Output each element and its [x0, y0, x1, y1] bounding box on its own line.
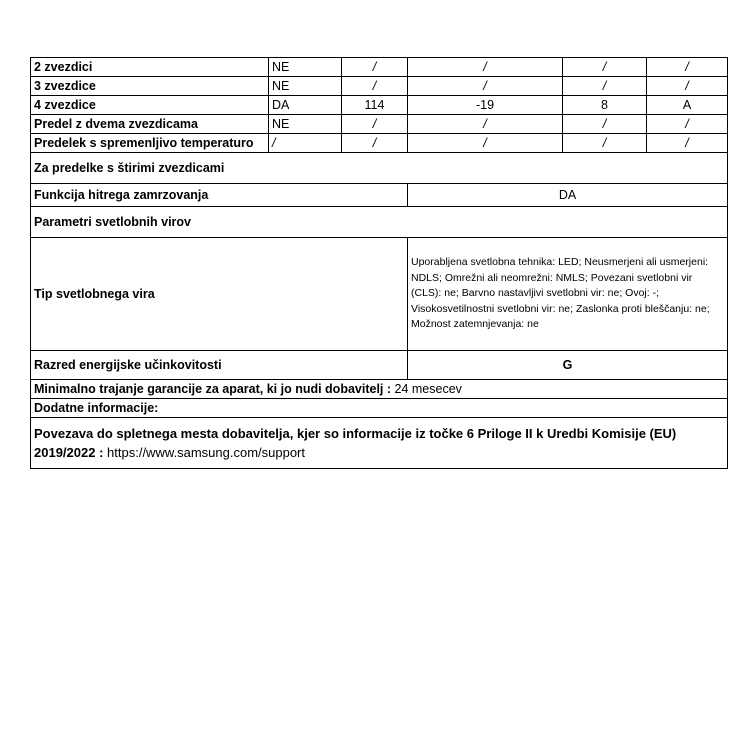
cell: / [563, 77, 647, 96]
supplier-link-url[interactable]: https://www.samsung.com/support [107, 445, 306, 460]
table-row [31, 380, 728, 399]
cell: NE [269, 77, 342, 96]
cell: NE [269, 58, 342, 77]
product-info-sheet [30, 57, 727, 469]
cell: / [647, 58, 728, 77]
supplier-link-label: Povezava do spletnega mesta dobavitelja, kjer so informacije iz točke 6 Priloge II k Uredbi Komisije (EU) 2019/2022 : [34, 426, 677, 460]
cell: / [408, 77, 563, 96]
energy-class-label: Razred energijske učinkovitosti [31, 351, 408, 380]
cell: / [342, 115, 408, 134]
energy-class-value: G [408, 351, 728, 380]
cell: / [342, 58, 408, 77]
warranty-label: Minimalno trajanje garancije za aparat, ki jo nudi dobavitelj : [34, 382, 392, 396]
cell: / [563, 115, 647, 134]
light-type-label: Tip svetlobnega vira [31, 238, 408, 351]
table-row [31, 58, 728, 77]
cell: / [342, 77, 408, 96]
cell: DA [269, 96, 342, 115]
table-row [31, 399, 728, 418]
cell: -19 [408, 96, 563, 115]
cell: / [647, 77, 728, 96]
cell: / [408, 115, 563, 134]
quick-freeze-label: Funkcija hitrega zamrzovanja [31, 184, 408, 207]
section-row [31, 207, 728, 238]
cell: / [342, 134, 408, 153]
table-row [31, 418, 728, 469]
cell: / [647, 134, 728, 153]
cell: / [269, 134, 342, 153]
light-type-value: Uporabljena svetlobna tehnika: LED; Neusmerjeni ali usmerjeni: NDLS; Omrežni ali neomrežni: NMLS; Povezani svetlobni vir (CLS): ne; Barvno nastavljivi svetlobni vir: ne; Ovoj: -; Visokosvetilnostni svetlobni vir: ne; Zaslonka proti bleščanju: ne; Možnost zatemnjevanja: ne [408, 238, 728, 351]
cell: 114 [342, 96, 408, 115]
cell: / [563, 134, 647, 153]
warranty-row [31, 380, 728, 399]
row-label: 3 zvezdice [31, 77, 269, 96]
quick-freeze-value: DA [408, 184, 728, 207]
table-row [31, 184, 728, 207]
table-row [31, 77, 728, 96]
cell: / [647, 115, 728, 134]
light-params-heading: Parametri svetlobnih virov [31, 207, 728, 238]
cell: / [408, 58, 563, 77]
row-label: 2 zvezdici [31, 58, 269, 77]
warranty-value: 24 mesecev [394, 382, 462, 396]
cell: NE [269, 115, 342, 134]
row-label: Predel z dvema zvezdicama [31, 115, 269, 134]
cell: / [408, 134, 563, 153]
supplier-link-row [31, 418, 728, 469]
row-label: Predelek s spremenljivo temperaturo [31, 134, 269, 153]
cell: 8 [563, 96, 647, 115]
cell: A [647, 96, 728, 115]
four-star-section-heading: Za predelke s štirimi zvezdicami [31, 153, 728, 184]
cell: / [563, 58, 647, 77]
additional-info-heading: Dodatne informacije: [31, 399, 728, 418]
table-row [31, 238, 728, 351]
row-label: 4 zvezdice [31, 96, 269, 115]
info-table [30, 57, 728, 469]
section-row [31, 153, 728, 184]
table-row [31, 134, 728, 153]
table-row [31, 351, 728, 380]
table-row [31, 96, 728, 115]
table-row [31, 115, 728, 134]
